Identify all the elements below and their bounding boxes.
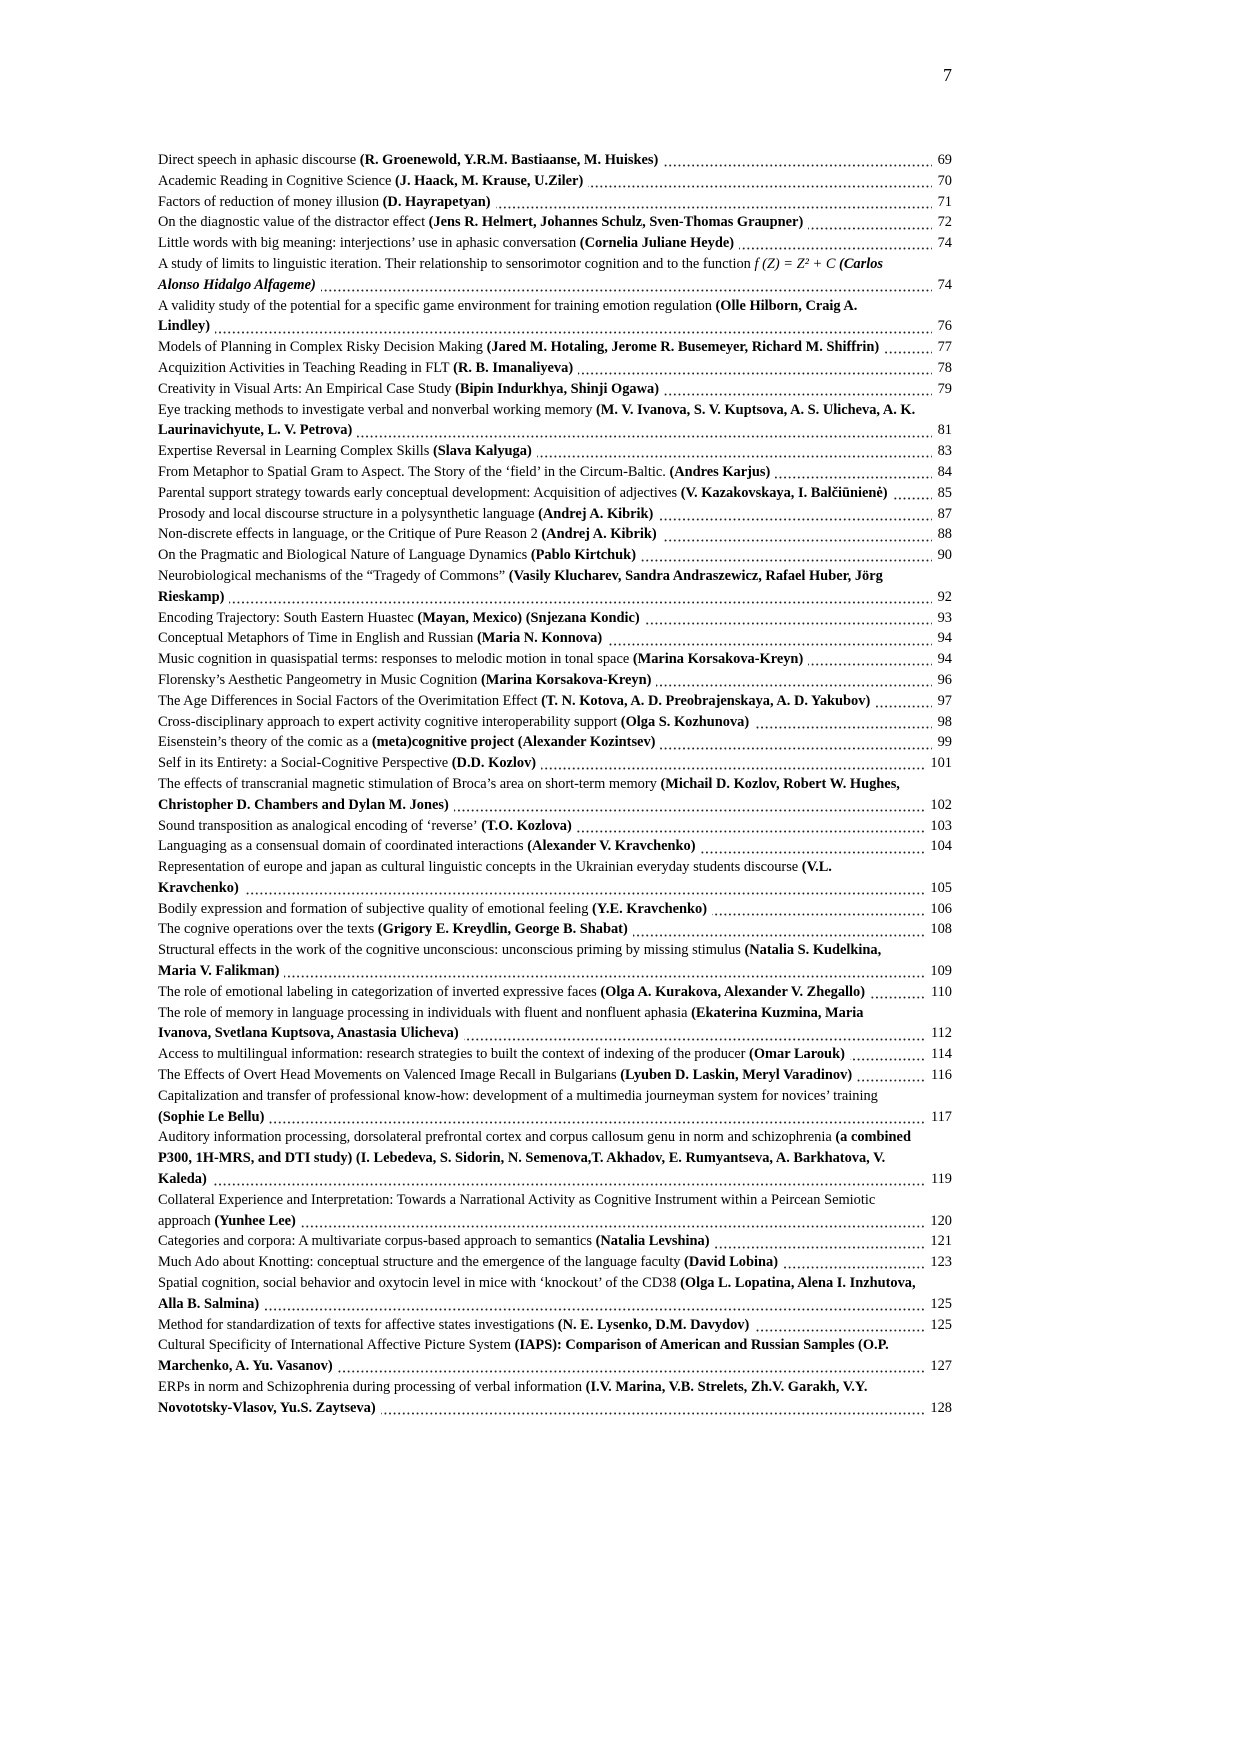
toc-entry <box>158 1127 952 1189</box>
entry-authors: (D. Hayrapetyan) <box>379 193 491 210</box>
entry-text <box>158 463 775 483</box>
entry-page-number: 123 <box>924 1252 952 1273</box>
entry-title: A study of limits to linguistic iteration. Their relationship to sensorimotor cognition and to the function <box>158 255 751 272</box>
toc-entry <box>158 441 952 462</box>
entry-title: Creativity in Visual Arts: An Empirical Case Study <box>158 380 452 397</box>
toc-entry <box>158 462 952 483</box>
entry-title: From Metaphor to Spatial Gram to Aspect. The Story of the ‘field’ in the Circum-Baltic. <box>158 463 666 480</box>
toc-entry <box>158 753 952 774</box>
entry-author-names: Snjezana Kondic <box>530 609 635 626</box>
entry-authors: (R. B. Imanaliyeva) <box>449 359 574 376</box>
entry-authors: (Marina Korsakova-Kreyn) <box>629 651 804 668</box>
entry-page-number: 85 <box>932 483 952 504</box>
entry-author-names: Andres Karjus <box>674 463 766 480</box>
entry-title: Prosody and local discourse structure in a polysynthetic language <box>158 505 535 522</box>
entry-text <box>158 1066 857 1086</box>
toc-entry <box>158 504 952 525</box>
entry-page-number: 99 <box>932 732 952 753</box>
entry-page-number: 98 <box>932 712 952 733</box>
toc-entry <box>158 774 952 816</box>
entry-page-number: 70 <box>932 171 952 192</box>
entry-text <box>158 941 881 982</box>
entry-text <box>158 213 808 233</box>
entry-text <box>158 775 900 816</box>
entry-text <box>158 733 660 753</box>
entry-title: Direct speech in aphasic discourse <box>158 152 357 168</box>
entry-author-names: Olle Hilborn, Craig A. Lindley <box>158 297 858 335</box>
page-number: 7 <box>943 65 952 85</box>
entry-page-number: 92 <box>932 587 952 608</box>
entry-authors: (Cornelia Juliane Heyde) <box>576 235 735 252</box>
entry-page-number: 72 <box>932 212 952 233</box>
entry-formula: f (Z) = Z² + C <box>754 255 836 272</box>
toc-entry <box>158 670 952 691</box>
entry-page-number: 103 <box>924 816 952 837</box>
toc-entry <box>158 296 952 338</box>
entry-text <box>158 484 893 504</box>
entry-text <box>158 858 832 899</box>
entry-title: Academic Reading in Cognitive Science <box>158 172 392 189</box>
entry-title: Non-discrete effects in language, or the Critique of Pure Reason 2 <box>158 526 538 543</box>
toc-entry <box>158 1003 952 1045</box>
entry-authors: (M. V. Ivanova, S. V. Kuptsova, A. S. Ulicheva, A. K. Laurinavichyute, L. V. Petrova) <box>158 401 916 439</box>
entry-page-number: 116 <box>925 1065 952 1086</box>
entry-page-number: 96 <box>932 670 952 691</box>
entry-text <box>158 837 701 857</box>
toc-entry <box>158 919 952 940</box>
entry-authors: (D.D. Kozlov) <box>448 755 537 772</box>
toc-entry <box>158 171 952 192</box>
entry-text <box>158 401 915 442</box>
entry-text <box>158 900 712 920</box>
entry-title: Factors of reduction of money illusion <box>158 193 380 210</box>
entry-text <box>158 172 588 192</box>
entry-authors: (R. Groenewold, Y.R.M. Bastiaanse, M. Huiskes) <box>356 152 659 168</box>
toc-entry <box>158 254 952 296</box>
entry-title: Auditory information processing, dorsolateral prefrontal cortex and corpus callosum genu in norm and schizophrenia <box>158 1129 832 1146</box>
entry-author-names: Cornelia Juliane Heyde <box>584 235 730 252</box>
toc-entry <box>158 1335 952 1377</box>
entry-text <box>158 650 808 670</box>
entry-page-number: 76 <box>932 316 952 337</box>
entry-page-number: 97 <box>932 691 952 712</box>
entry-authors: (Bipin Indurkhya, Shinji Ogawa) <box>451 380 660 397</box>
entry-page-number: 93 <box>932 608 952 629</box>
entry-authors: (Ekaterina Kuzmina, Maria Ivanova, Svetlana Kuptsova, Anastasia Ulicheva) <box>158 1004 864 1042</box>
entry-authors: (Grigory E. Kreydlin, George B. Shabat) <box>374 921 628 938</box>
entry-text <box>158 1045 850 1065</box>
entry-author-names: O.P. Marchenko, A. Yu. Vasanov <box>158 1337 889 1375</box>
entry-author-names: Marina Korsakova-Kreyn <box>637 651 799 668</box>
toc-entry <box>158 358 952 379</box>
entry-text <box>158 442 537 462</box>
toc-entry <box>158 1231 952 1252</box>
entry-title: The role of emotional labeling in categorization of inverted expressive faces <box>158 983 597 1000</box>
entry-author-names: T.O. Kozlova <box>486 817 567 834</box>
entry-author-names: Marina Korsakova-Kreyn <box>485 671 647 688</box>
entry-author-names: Yunhee Lee <box>219 1212 291 1229</box>
entry-title-note: (a combined P300, 1H-MRS, and DTI study) <box>158 1129 911 1167</box>
entry-author-names: D.D. Kozlov <box>456 755 532 772</box>
entry-author-names: V.L. Kravchenko <box>158 859 832 896</box>
toc-entry <box>158 1377 952 1419</box>
entry-authors: (I. Lebedeva, S. Sidorin, N. Semenova,T. Akhadov, E. Rumyantseva, A. Barkhatova, V. Kaleda) <box>158 1150 886 1188</box>
entry-title: Categories and corpora: A multivariate corpus-based approach to semantics <box>158 1233 592 1250</box>
toc-entry <box>158 545 952 566</box>
table-of-contents <box>158 150 952 1419</box>
entry-page-number: 87 <box>932 504 952 525</box>
entry-page-number: 104 <box>924 836 952 857</box>
entry-authors: (Olga L. Lopatina, Alena I. Inzhutova, Alla B. Salmina) <box>158 1275 916 1312</box>
entry-text <box>158 609 645 629</box>
toc-entry <box>158 483 952 504</box>
entry-title: The Age Differences in Social Factors of the Overimitation Effect <box>158 692 538 709</box>
toc-entry <box>158 628 952 649</box>
entry-author-names: David Lobina <box>688 1254 774 1271</box>
entry-title: The Effects of Overt Head Movements on Valenced Image Recall in Bulgarians <box>158 1067 617 1084</box>
toc-entry <box>158 1252 952 1273</box>
entry-text <box>158 1378 868 1419</box>
entry-page-number: 125 <box>924 1294 952 1315</box>
entry-author-names: Natalia S. Kudelkina, Maria V. Falikman <box>158 942 882 980</box>
entry-page-number: 71 <box>932 192 952 213</box>
entry-text <box>158 525 662 545</box>
entry-page-number: 112 <box>925 1023 952 1044</box>
entry-author-names: Michail D. Kozlov, Robert W. Hughes, Christopher D. Chambers and Dylan M. Jones <box>158 775 900 813</box>
entry-text <box>158 1087 878 1128</box>
entry-text <box>158 1004 863 1045</box>
entry-authors: (T. N. Kotova, A. D. Preobrajenskaya, A. D. Yakubov) <box>537 692 871 709</box>
entry-author-names: T. N. Kotova, A. D. Preobrajenskaya, A. D. Yakubov <box>545 692 866 709</box>
entry-page-number: 78 <box>932 358 952 379</box>
entry-title-note: (IAPS): Comparison of American and Russian Samples <box>514 1337 855 1354</box>
entry-text <box>158 983 870 1003</box>
entry-title: Capitalization and transfer of professional know-how: development of a multimedia journeyman system for novices’ training <box>158 1087 878 1104</box>
entry-authors: (Snjezana Kondic) <box>522 609 640 626</box>
entry-page-number: 101 <box>924 753 952 774</box>
entry-author-names: I.V. Marina, V.B. Strelets, Zh.V. Garakh, V.Y. Novototsky-Vlasov, Yu.S. Zaytseva <box>158 1379 868 1416</box>
entry-authors: (N. E. Lysenko, D.M. Davydov) <box>554 1316 750 1333</box>
entry-text <box>158 1253 783 1273</box>
entry-author-names: J. Haack, M. Krause, U.Ziler <box>399 172 579 189</box>
entry-authors: (Olga S. Kozhunova) <box>617 713 750 730</box>
entry-author-names: Sophie Le Bellu <box>162 1108 260 1125</box>
entry-page-number: 106 <box>924 899 952 920</box>
entry-text <box>158 671 656 691</box>
entry-author-names: Omar Larouk <box>753 1046 841 1063</box>
toc-entry <box>158 400 952 442</box>
entry-page-number: 128 <box>924 1398 952 1419</box>
entry-title: Collateral Experience and Interpretation: Towards a Narrational Activity as Cognitive Instrument within a Peircean Semiotic approach <box>158 1191 876 1229</box>
entry-page-number: 119 <box>925 1169 952 1190</box>
entry-author-names: Bipin Indurkhya, Shinji Ogawa <box>459 380 655 397</box>
entry-author-names: Jens R. Helmert, Johannes Schulz, Sven-Thomas Graupner <box>433 214 799 231</box>
entry-text <box>158 1336 889 1377</box>
entry-title: A validity study of the potential for a specific game environment for training emotion regulation <box>158 297 712 314</box>
entry-author-names: N. E. Lysenko, D.M. Davydov <box>562 1316 745 1333</box>
entry-authors: (Marina Korsakova-Kreyn) <box>477 671 652 688</box>
toc-entry <box>158 836 952 857</box>
entry-title: Bodily expression and formation of subjective quality of emotional feeling <box>158 900 589 917</box>
toc-entry <box>158 1273 952 1315</box>
entry-authors: (David Lobina) <box>680 1254 778 1271</box>
entry-page-number: 83 <box>932 441 952 462</box>
entry-author-names: Grigory E. Kreydlin, George B. Shabat <box>382 921 623 938</box>
entry-authors: (Jens R. Helmert, Johannes Schulz, Sven-Thomas Graupner) <box>425 214 804 231</box>
entry-title: Models of Planning in Complex Risky Decision Making <box>158 339 483 356</box>
entry-text <box>158 920 633 940</box>
entry-author-names: Y.E. Kravchenko <box>596 900 703 917</box>
entry-authors: (O.P. Marchenko, A. Yu. Vasanov) <box>158 1337 889 1375</box>
entry-author-names: Andrej A. Kibrik <box>542 505 649 522</box>
entry-title: On the Pragmatic and Biological Nature of Language Dynamics <box>158 547 528 564</box>
entry-authors: (Andrej A. Kibrik) <box>534 505 654 522</box>
entry-title: ERPs in norm and Schizophrenia during processing of verbal information <box>158 1379 583 1396</box>
entry-title: Conceptual Metaphors of Time in English and Russian <box>158 630 474 647</box>
entry-author-names: Carlos Alonso Hidalgo Alfageme <box>158 255 884 293</box>
entry-title: Music cognition in quasispatial terms: responses to melodic motion in tonal space <box>158 651 630 668</box>
entry-page-number: 79 <box>932 379 952 400</box>
entry-page-number: 110 <box>925 982 952 1003</box>
entry-title: Much Ado about Knotting: conceptual structure and the emergence of the language faculty <box>158 1254 681 1271</box>
entry-text <box>158 380 664 400</box>
entry-text <box>158 713 754 733</box>
entry-title: Self in its Entirety: a Social-Cognitive Perspective <box>158 755 449 772</box>
entry-title: Access to multilingual information: research strategies to built the context of indexing of the producer <box>158 1046 746 1063</box>
entry-page-number: 127 <box>924 1356 952 1377</box>
entry-title: Structural effects in the work of the cognitive unconscious: unconscious priming by missing stimulus <box>158 942 741 959</box>
entry-text <box>158 505 658 525</box>
entry-page-number: 109 <box>924 961 952 982</box>
entry-author-names: Slava Kalyuga <box>437 443 527 460</box>
entry-text <box>158 193 496 213</box>
entry-title-note: (meta)cognitive project <box>371 734 515 751</box>
entry-text <box>158 338 884 358</box>
entry-title: Spatial cognition, social behavior and oxytocin level in mice with ‘knockout’ of the CD38 <box>158 1275 677 1292</box>
entry-author-names: Lyuben D. Laskin, Meryl Varadinov <box>625 1067 848 1084</box>
entry-title: Neurobiological mechanisms of the “Tragedy of Commons” <box>158 567 506 584</box>
entry-text <box>158 1274 916 1315</box>
entry-text <box>158 567 883 608</box>
entry-author-names: Pablo Kirtchuk <box>535 547 632 564</box>
entry-title: Acquizition Activities in Teaching Reading in FLT <box>158 359 450 376</box>
entry-authors: (T.O. Kozlova) <box>477 817 572 834</box>
entry-page-number: 84 <box>932 462 952 483</box>
entry-authors: (Slava Kalyuga) <box>429 443 532 460</box>
entry-text <box>158 297 857 338</box>
entry-title: The role of memory in language processing in individuals with fluent and nonfluent aphasia <box>158 1004 688 1021</box>
entry-author-names: Natalia Levshina <box>600 1233 705 1250</box>
entry-page-number: 74 <box>932 233 952 254</box>
entry-author-names: Alexander Kozintsev <box>522 734 651 751</box>
entry-title: Sound transposition as analogical encoding of ‘reverse’ <box>158 817 478 834</box>
toc-entry <box>158 212 952 233</box>
entry-title: The cognive operations over the texts <box>158 921 375 938</box>
toc-entry <box>158 150 952 171</box>
entry-author-names: I. Lebedeva, S. Sidorin, N. Semenova,T. Akhadov, E. Rumyantseva, A. Barkhatova, V. Kaleda <box>158 1150 886 1188</box>
entry-title: The effects of transcranial magnetic stimulation of Broca’s area on short-term memory <box>158 775 657 792</box>
entry-page-number: 125 <box>924 1315 952 1336</box>
entry-authors: (Carlos Alonso Hidalgo Alfageme) <box>158 255 884 293</box>
entry-authors: (Y.E. Kravchenko) <box>588 900 708 917</box>
toc-entry <box>158 1065 952 1086</box>
entry-authors: (Alexander Kozintsev) <box>514 734 656 751</box>
entry-title: Eisenstein’s theory of the comic as a <box>158 734 369 751</box>
entry-author-names: Olga L. Lopatina, Alena I. Inzhutova, Alla B. Salmina <box>158 1275 916 1312</box>
entry-page-number: 69 <box>932 150 952 171</box>
entry-authors: (Maria N. Konnova) <box>473 630 603 647</box>
entry-text <box>158 754 541 774</box>
entry-page-number: 90 <box>932 545 952 566</box>
toc-entry <box>158 379 952 400</box>
entry-author-names: Jared M. Hotaling, Jerome R. Busemeyer, Richard M. Shiffrin <box>491 339 875 356</box>
toc-entry <box>158 982 952 1003</box>
entry-author-names: Olga A. Kurakova, Alexander V. Zhegallo <box>605 983 861 1000</box>
entry-author-names: Olga S. Kozhunova <box>625 713 745 730</box>
entry-author-names: Alexander V. Kravchenko <box>532 838 691 855</box>
entry-author-names: Vasily Klucharev, Sandra Andraszewicz, Rafael Huber, Jörg Rieskamp <box>158 567 883 605</box>
entry-authors: (Natalia S. Kudelkina, Maria V. Falikman) <box>158 942 882 980</box>
entry-page-number: 114 <box>925 1044 952 1065</box>
entry-text <box>158 1232 715 1252</box>
entry-page-number: 94 <box>932 649 952 670</box>
entry-page-number: 102 <box>924 795 952 816</box>
entry-page-number: 117 <box>925 1107 952 1128</box>
entry-text <box>158 629 607 649</box>
entry-authors: (Sophie Le Bellu) <box>158 1108 265 1125</box>
entry-text <box>158 234 739 254</box>
entry-title: Representation of europe and japan as cultural linguistic concepts in the Ukrainian everyday students discourse <box>158 859 799 876</box>
entry-author-names: R. Groenewold, Y.R.M. Bastiaanse, M. Huiskes <box>364 152 654 168</box>
toc-entry <box>158 608 952 629</box>
entry-title: Cross-disciplinary approach to expert activity cognitive interoperability support <box>158 713 618 730</box>
entry-page-number: 120 <box>924 1211 952 1232</box>
entry-authors: (Pablo Kirtchuk) <box>527 547 636 564</box>
toc-entry <box>158 192 952 213</box>
entry-title: Little words with big meaning: interjections’ use in aphasic conversation <box>158 235 577 252</box>
entry-title: Cultural Specificity of International Affective Picture System <box>158 1337 512 1354</box>
entry-authors: (I.V. Marina, V.B. Strelets, Zh.V. Garakh, V.Y. Novototsky-Vlasov, Yu.S. Zaytseva) <box>158 1379 868 1416</box>
entry-text <box>158 151 663 171</box>
toc-entry <box>158 857 952 899</box>
entry-authors: (Natalia Levshina) <box>591 1233 710 1250</box>
entry-text <box>158 255 883 296</box>
entry-text <box>158 1191 875 1232</box>
entry-title-note: (Mayan, Mexico) <box>417 609 523 626</box>
entry-authors: (Omar Larouk) <box>745 1046 845 1063</box>
toc-entry <box>158 1315 952 1336</box>
entry-title: On the diagnostic value of the distractor effect <box>158 214 426 231</box>
toc-entry <box>158 524 952 545</box>
toc-entry <box>158 940 952 982</box>
entry-author-names: V. Kazakovskaya, I. Balčiūnienė <box>685 484 883 501</box>
entry-authors: (Olga A. Kurakova, Alexander V. Zhegallo) <box>596 983 866 1000</box>
entry-authors: (Jared M. Hotaling, Jerome R. Busemeyer, Richard M. Shiffrin) <box>482 339 880 356</box>
entry-authors: (Yunhee Lee) <box>210 1212 296 1229</box>
entry-page-number: 81 <box>932 420 952 441</box>
entry-author-names: R. B. Imanaliyeva <box>457 359 569 376</box>
toc-entry <box>158 691 952 712</box>
entry-title: Languaging as a consensual domain of coordinated interactions <box>158 838 524 855</box>
entry-page-number: 94 <box>932 628 952 649</box>
toc-entry <box>158 337 952 358</box>
toc-entry <box>158 816 952 837</box>
entry-title: Method for standardization of texts for affective states investigations <box>158 1316 555 1333</box>
entry-page-number: 77 <box>932 337 952 358</box>
entry-page-number: 74 <box>932 275 952 296</box>
entry-author-names: Maria N. Konnova <box>481 630 598 647</box>
entry-text <box>158 546 641 566</box>
entry-text <box>158 817 577 837</box>
entry-authors: (Andres Karjus) <box>665 463 771 480</box>
entry-author-names: Andrej A. Kibrik <box>546 526 652 543</box>
toc-entry <box>158 233 952 254</box>
entry-authors: (Olle Hilborn, Craig A. Lindley) <box>158 297 858 335</box>
entry-title: Eye tracking methods to investigate verbal and nonverbal working memory <box>158 401 593 418</box>
entry-author-names: M. V. Ivanova, S. V. Kuptsova, A. S. Ulicheva, A. K. Laurinavichyute, L. V. Petrova <box>158 401 916 439</box>
entry-authors: (Alexander V. Kravchenko) <box>523 838 696 855</box>
entry-authors: (Andrej A. Kibrik) <box>537 526 657 543</box>
entry-author-names: Ekaterina Kuzmina, Maria Ivanova, Svetlana Kuptsova, Anastasia Ulicheva <box>158 1004 864 1042</box>
entry-authors: (Lyuben D. Laskin, Meryl Varadinov) <box>616 1067 853 1084</box>
entry-title: Florensky’s Aesthetic Pangeometry in Music Cognition <box>158 671 478 688</box>
toc-entry <box>158 566 952 608</box>
entry-text <box>158 1128 911 1190</box>
entry-text <box>158 692 875 712</box>
entry-authors: (V. Kazakovskaya, I. Balčiūnienė) <box>677 484 888 501</box>
entry-page-number: 105 <box>924 878 952 899</box>
entry-authors: (Vasily Klucharev, Sandra Andraszewicz, Rafael Huber, Jörg Rieskamp) <box>158 567 883 605</box>
entry-text <box>158 359 578 379</box>
toc-entry <box>158 712 952 733</box>
entry-text <box>158 1316 754 1336</box>
entry-title: Parental support strategy towards early conceptual development: Acquisition of adjectives <box>158 484 678 501</box>
entry-authors: (V.L. Kravchenko) <box>158 859 832 896</box>
toc-entry <box>158 1190 952 1232</box>
toc-entry <box>158 732 952 753</box>
toc-entry <box>158 649 952 670</box>
entry-authors: (Michail D. Kozlov, Robert W. Hughes, Christopher D. Chambers and Dylan M. Jones) <box>158 775 900 813</box>
entry-page-number: 108 <box>924 919 952 940</box>
toc-entry <box>158 1086 952 1128</box>
entry-author-names: D. Hayrapetyan <box>387 193 486 210</box>
entry-authors: (J. Haack, M. Krause, U.Ziler) <box>391 172 584 189</box>
entry-page-number: 121 <box>924 1231 952 1252</box>
toc-entry <box>158 1044 952 1065</box>
toc-entry <box>158 899 952 920</box>
entry-page-number: 88 <box>932 524 952 545</box>
entry-title: Encoding Trajectory: South Eastern Huastec <box>158 609 414 626</box>
entry-title: Expertise Reversal in Learning Complex Skills <box>158 443 430 460</box>
